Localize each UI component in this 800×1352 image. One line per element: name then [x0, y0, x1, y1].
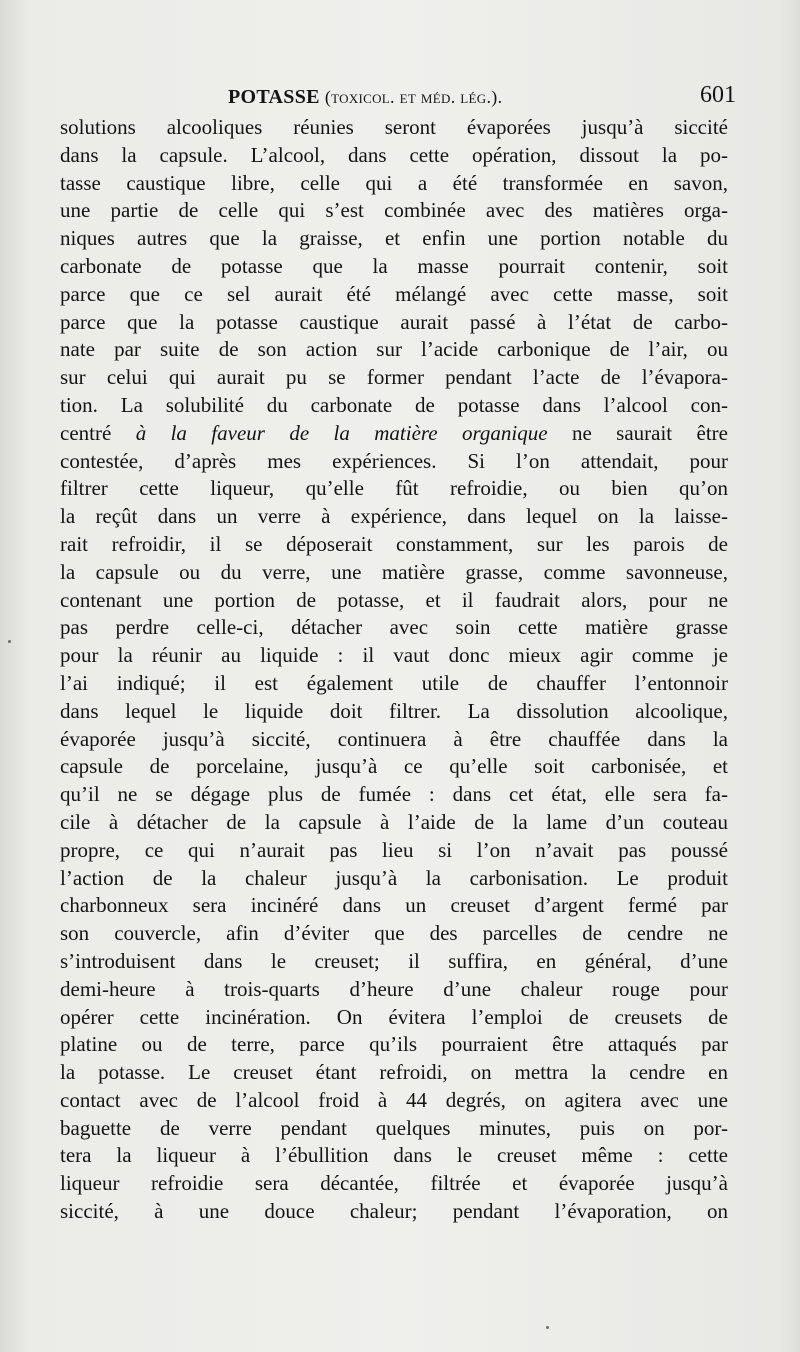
page-header: [60, 80, 736, 114]
text-line: liqueur refroidie sera décantée, filtrée et évaporée jusqu’à: [60, 1171, 728, 1196]
text-line: pas perdre celle-ci, détacher avec soin cette matière grasse: [60, 615, 728, 640]
text-line: solutions alcooliques réunies seront évaporées jusqu’à siccité: [60, 115, 728, 139]
text-line: capsule de porcelaine, jusqu’à ce qu’elle soit carbonisée, et: [60, 754, 728, 779]
text-line: demi-heure à trois-quarts d’heure d’une chaleur rouge pour: [60, 976, 728, 1001]
italic-phrase: à la faveur de la matière organique: [135, 420, 548, 445]
text-line: tion. La solubilité du carbonate de potasse dans l’alcool con-: [60, 392, 728, 417]
paper-speck: [546, 1326, 549, 1329]
text-line: son couvercle, afin d’éviter que des parcelles de cendre ne: [60, 921, 728, 946]
page-number: 601: [700, 82, 736, 108]
text-line: platine ou de terre, parce qu’ils pourraient être attaqués par: [60, 1032, 728, 1057]
text-line: une partie de celle qui s’est combinée avec des matières orga-: [60, 198, 728, 223]
text-line-with-italic: [60, 420, 728, 448]
text-line: siccité, à une douce chaleur; pendant l’évaporation, on: [60, 1199, 728, 1224]
text-line: la potasse. Le creuset étant refroidi, on mettra la cendre en: [60, 1060, 728, 1085]
text-line: opérer cette incinération. On évitera l’emploi de creusets de: [60, 1004, 728, 1029]
text-line: qu’il ne se dégage plus de fumée : dans cet état, elle sera fa-: [60, 782, 728, 807]
text-line: contact avec de l’alcool froid à 44 degrés, on agitera avec une: [60, 1087, 728, 1112]
text-line: sur celui qui aurait pu se former pendant l’acte de l’évapora-: [60, 365, 728, 390]
text-line: baguette de verre pendant quelques minutes, puis on por-: [60, 1115, 728, 1140]
text-line: cile à détacher de la capsule à l’aide de la lame d’un couteau: [60, 809, 728, 834]
text-line: pour la réunir au liquide : il vaut donc mieux agir comme je: [60, 643, 728, 668]
text-line: parce que la potasse caustique aurait passé à l’état de carbo-: [60, 309, 728, 334]
text-line: l’action de la chaleur jusqu’à la carbonisation. Le produit: [60, 865, 728, 890]
text-line: filtrer cette liqueur, qu’elle fût refroidie, ou bien qu’on: [60, 476, 728, 501]
text-line: rait refroidir, il se déposerait constamment, sur les parois de: [60, 531, 728, 556]
text-segment: ne saurait être: [547, 420, 728, 445]
text-segment: centré: [60, 420, 136, 445]
running-head-title: POTASSE: [228, 86, 320, 108]
text-line: contenant une portion de potasse, et il faudrait alors, pour ne: [60, 587, 728, 612]
text-line: parce que ce sel aurait été mélangé avec cette masse, soit: [60, 281, 728, 306]
text-line: évaporée jusqu’à siccité, continuera à être chauffée dans la: [60, 726, 728, 751]
text-line: tera la liqueur à l’ébullition dans le creuset même : cette: [60, 1143, 728, 1168]
text-line: nate par suite de son action sur l’acide carbonique de l’air, ou: [60, 337, 728, 362]
text-line: s’introduisent dans le creuset; il suffira, en général, d’une: [60, 948, 728, 973]
text-line: tasse caustique libre, celle qui a été transformée en savon,: [60, 170, 728, 195]
text-line: contestée, d’après mes expériences. Si l’on attendait, pour: [60, 448, 728, 473]
paper-speck: [8, 640, 11, 643]
body-text: [60, 114, 728, 1226]
text-line: niques autres que la graisse, et enfin une portion notable du: [60, 226, 728, 251]
text-line: dans la capsule. L’alcool, dans cette opération, dissout la po-: [60, 142, 728, 167]
running-head-subtitle: (toxicol. et méd. lég.).: [324, 87, 503, 107]
text-line: propre, ce qui n’aurait pas lieu si l’on n’avait pas poussé: [60, 837, 728, 862]
text-line: la reçût dans un verre à expérience, dans lequel on la laisse-: [60, 504, 728, 529]
text-line: la capsule ou du verre, une matière grasse, comme savonneuse,: [60, 559, 728, 584]
running-head: [228, 86, 502, 109]
text-line: carbonate de potasse que la masse pourrait contenir, soit: [60, 253, 728, 278]
text-line: charbonneux sera incinéré dans un creuset d’argent fermé par: [60, 893, 728, 918]
text-line: dans lequel le liquide doit filtrer. La dissolution alcoolique,: [60, 698, 728, 723]
text-line: l’ai indiqué; il est également utile de chauffer l’entonnoir: [60, 670, 728, 695]
